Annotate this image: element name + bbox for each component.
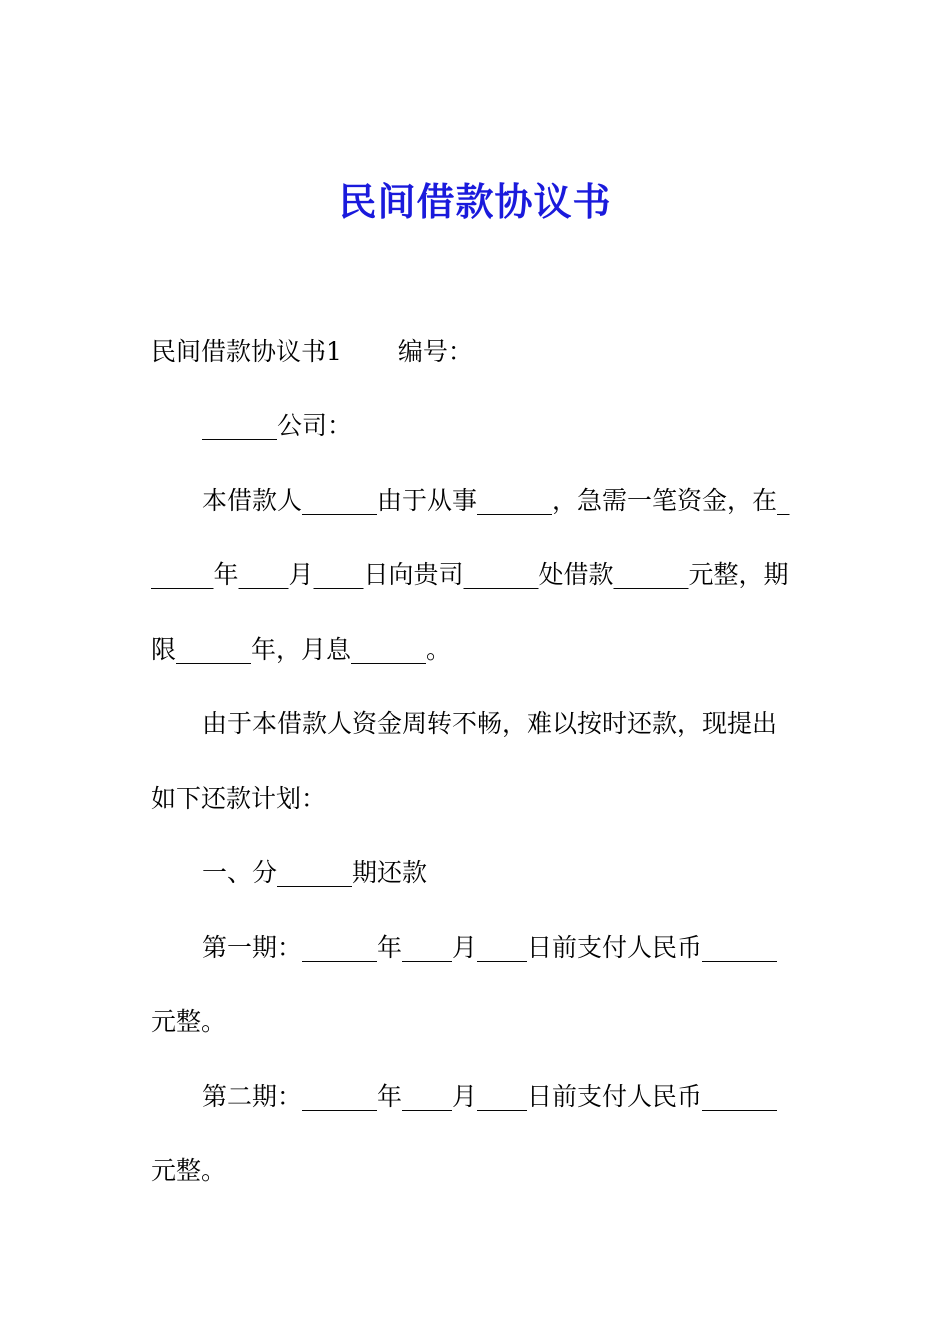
document-title: 民间借款协议书 <box>338 179 612 224</box>
document-heading-line <box>151 334 811 370</box>
paragraph-line: 由于本借款人资金周转不畅，难以按时还款，现提出 <box>202 709 778 738</box>
paragraph-line: 一、分______期还款 <box>202 858 428 887</box>
paragraph-line: 第一期：______年____月____日前支付人民币______ <box>202 933 778 962</box>
paragraph-line: 如下还款计划： <box>151 784 327 813</box>
paragraph-line: 第二期：______年____月____日前支付人民币______ <box>202 1082 778 1111</box>
heading-number-label: 编号： <box>397 337 473 366</box>
paragraph-line: 本借款人______由于从事______，急需一笔资金，在_ <box>202 486 790 515</box>
paragraph-line: _____年____月____日向贵司______处借款______元整，期 <box>151 560 789 589</box>
addressee-line: ______公司： <box>202 411 353 440</box>
paragraph-line: 元整。 <box>151 1156 227 1185</box>
heading-name: 民间借款协议书1 <box>151 337 342 366</box>
paragraph-line: 限______年，月息______。 <box>151 635 452 664</box>
paragraph-line: 元整。 <box>151 1007 227 1036</box>
